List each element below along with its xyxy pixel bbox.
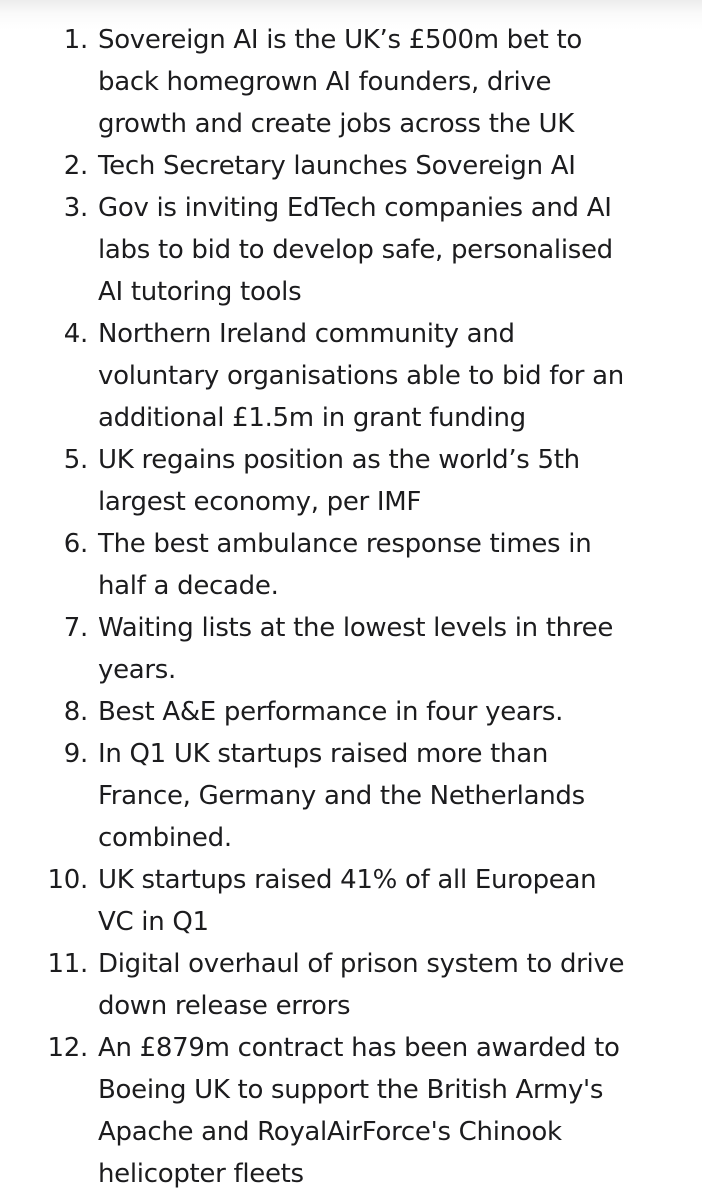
list-item-text: In Q1 UK startups raised more than France, Germany and the Netherlands combined. — [98, 739, 585, 853]
list-item-number: 9. — [63, 739, 88, 769]
list-item-number: 10. — [47, 865, 88, 895]
list-item-text: UK startups raised 41% of all European VC in Q1 — [98, 865, 597, 937]
list-item-number: 1. — [63, 25, 88, 55]
list-item-number: 12. — [47, 1033, 88, 1063]
list-item-number: 6. — [63, 529, 88, 559]
list-item-text: Gov is inviting EdTech companies and AI labs to bid to develop safe, personalised AI tutoring tools — [98, 193, 613, 307]
list-item-number: 4. — [63, 319, 88, 349]
list-item-text: Northern Ireland community and voluntary organisations able to bid for an additional £1.5m in grant funding — [98, 319, 624, 433]
list-item — [0, 1027, 702, 1195]
list-item — [0, 943, 702, 1027]
list-item-text: Waiting lists at the lowest levels in three years. — [98, 613, 614, 685]
list-item — [0, 313, 702, 439]
list-item-number: 2. — [63, 151, 88, 181]
list-item-number: 3. — [63, 193, 88, 223]
list-item — [0, 691, 702, 733]
list-item — [0, 145, 702, 187]
list-item-text: UK regains position as the world’s 5th largest economy, per IMF — [98, 445, 580, 517]
list-item — [0, 859, 702, 943]
list-item-text: An £879m contract has been awarded to Boeing UK to support the British Army's Apache and RoyalAirForce's Chinook helicopter fleets — [98, 1033, 620, 1189]
list-item-number: 5. — [63, 445, 88, 475]
list-item-text: Digital overhaul of prison system to drive down release errors — [98, 949, 625, 1021]
list-item — [0, 19, 702, 145]
list-item — [0, 439, 702, 523]
list-item-number: 7. — [63, 613, 88, 643]
list-item-text: Best A&E performance in four years. — [98, 697, 564, 727]
list-item-text: The best ambulance response times in half a decade. — [98, 529, 592, 601]
list-item — [0, 733, 702, 859]
list-item-text: Tech Secretary launches Sovereign AI — [98, 151, 576, 181]
list-item — [0, 523, 702, 607]
list-item — [0, 187, 702, 313]
list-item-text: Sovereign AI is the UK’s £500m bet to back homegrown AI founders, drive growth and create jobs across the UK — [98, 25, 582, 139]
news-list — [0, 19, 702, 1195]
list-item-number: 11. — [47, 949, 88, 979]
list-item-number: 8. — [63, 697, 88, 727]
list-item — [0, 607, 702, 691]
